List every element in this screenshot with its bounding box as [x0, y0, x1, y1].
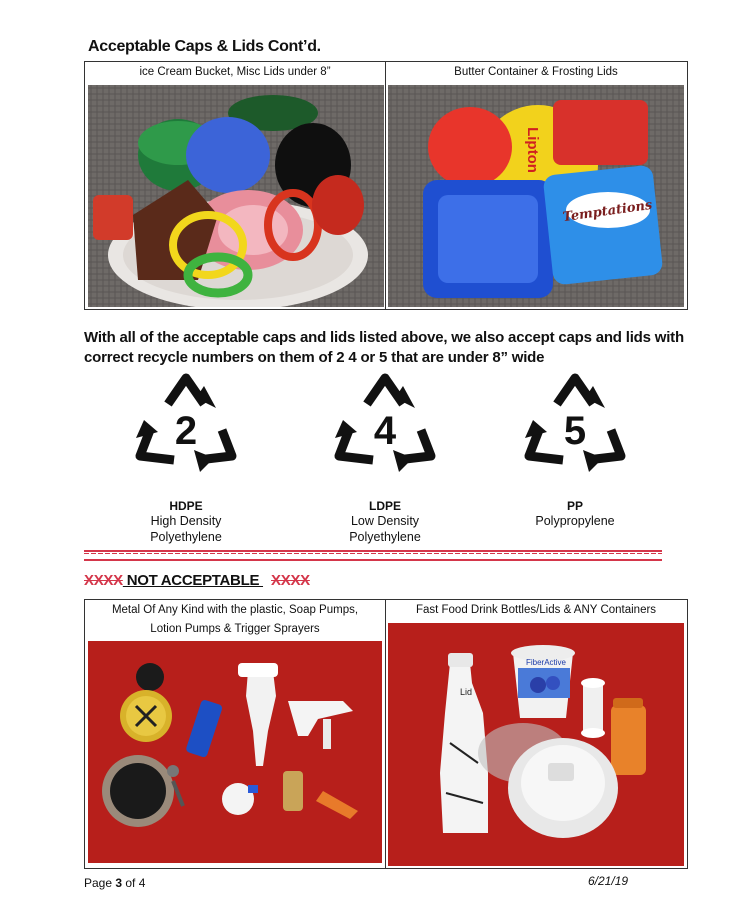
caption-metal-line1: Metal Of Any Kind with the plastic, Soap Pumps,: [111, 604, 359, 616]
recycle-line2-2: Polyethylene: [150, 530, 222, 544]
photo-butter-lids: [388, 85, 684, 307]
recycle-abbr-4: LDPE: [368, 499, 401, 513]
grid-cell-metal: [85, 600, 386, 868]
recycle-line1-2: High Density: [150, 514, 222, 528]
caption-metal-line2: Lotion Pumps & Trigger Sprayers: [150, 623, 320, 635]
bottle-marker-label: Lid: [460, 687, 473, 697]
page-total: of 4: [122, 876, 146, 890]
footer-date: 6/21/19: [588, 874, 629, 888]
section-divider: [84, 550, 662, 561]
recycle-code-4: [310, 368, 460, 545]
recycle-number-4: 4: [373, 409, 397, 453]
recycle-abbr-5: PP: [566, 499, 583, 513]
caption-butter: Butter Container & Frosting Lids: [454, 66, 618, 78]
page-number: [84, 876, 145, 890]
recycle-line1-5: Polypropylene: [535, 514, 615, 528]
intro-paragraph: With all of the acceptable caps and lids listed above, we also accept caps and lids with correct recycle numbers on them of 2 4 or 5 that are under 8” wide: [84, 329, 684, 366]
recycle-abbr-2: HDPE: [169, 499, 203, 513]
photo-metal-pumps: [88, 641, 382, 863]
recycle-line2-4: Polyethylene: [349, 530, 421, 544]
photo-fast-food-containers: [388, 623, 684, 866]
page-current: 3: [115, 876, 123, 890]
page-title: Acceptable Caps & Lids Cont’d.: [88, 38, 321, 55]
grid-cell-fast-food: [385, 600, 687, 868]
not-acceptable-marks-left: XXXX: [84, 572, 123, 589]
recycle-line1-4: Low Density: [350, 514, 420, 528]
recycle-triangle-icon: [327, 368, 443, 476]
fiber-label: FiberActive: [525, 658, 567, 667]
recycle-code-5: [500, 368, 650, 529]
grid-cell-ice-cream: [85, 62, 386, 309]
grid-cell-butter: [385, 62, 687, 309]
not-acceptable-label: NOT ACCEPTABLE: [122, 572, 264, 589]
caption-fast-food: Fast Food Drink Bottles/Lids & ANY Containers: [415, 604, 657, 616]
page-word: Page: [84, 876, 116, 890]
acceptable-photo-grid: [84, 61, 688, 310]
not-acceptable-marks-right: XXXX: [271, 572, 310, 589]
recycle-code-2: [111, 368, 261, 545]
photo-misc-lids: [88, 85, 384, 307]
not-acceptable-heading: [84, 572, 310, 589]
recycle-number-5: 5: [563, 409, 587, 453]
temptations-label: Temptations: [561, 197, 654, 226]
recycle-triangle-icon: [517, 368, 633, 476]
caption-ice-cream: ice Cream Bucket, Misc Lids under 8”: [139, 66, 331, 78]
recycle-triangle-icon: [128, 368, 244, 476]
lipton-label: Lipton: [524, 127, 541, 173]
not-acceptable-photo-grid: [84, 599, 688, 869]
recycle-number-2: 2: [174, 409, 198, 453]
